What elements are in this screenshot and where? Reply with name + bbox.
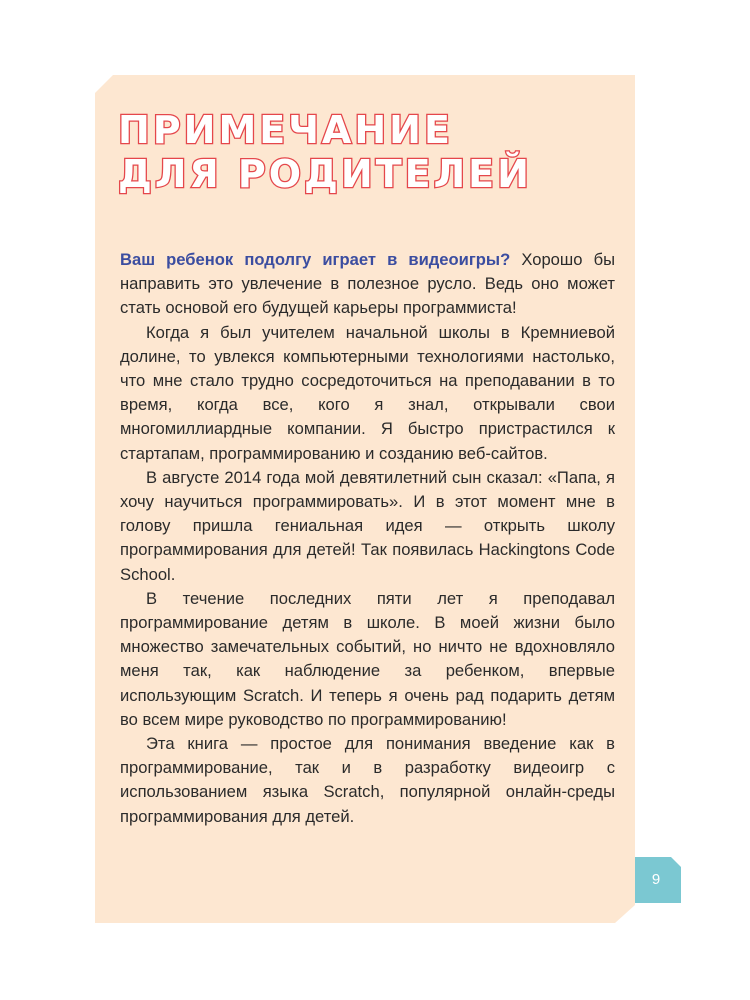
intro-paragraph (120, 248, 615, 321)
page-number: 9 (651, 871, 661, 888)
title-line-1: ПРИМЕЧАНИЕ (118, 108, 453, 152)
intro-rest: Хорошо бы направить это увлечение в полезное русло. Ведь оно может стать основой его будущей карьеры программиста! (120, 250, 615, 318)
body-text (120, 248, 615, 829)
intro-lead: Ваш ребенок подолгу играет в видеоигры? (120, 250, 511, 269)
paragraph: В августе 2014 года мой девятилетний сын сказал: «Папа, я хочу научиться программировать». И в этот момент мне в голову пришла гениальная идея — открыть школу программирования для детей! Так появилась Hackingtons Code School. (120, 467, 615, 584)
panel-bottom-edge (95, 905, 345, 923)
paragraph: Когда я был учителем начальной школы в Кремниевой долине, то увлекся компьютерными технологиями настолько, что мне стало трудно сосредоточиться на преподавании в то время, когда все, кого я знал, открывали свои многомиллиардные компании. Я быстро пристрастился к стартапам, программированию и созданию веб-сайтов. (120, 322, 615, 463)
paragraph: В течение последних пяти лет я преподавал программирование детям в школе. В моей жизни было множество замечательных событий, но ничто не вдохновляло меня так, как наблюдение за ребенком, впервые использующим Scratch. И теперь я очень рад подарить детям во всем мире руководство по программированию! (120, 588, 615, 729)
paragraph: Эта книга — простое для понимания введение как в программирование, так и в разработку видеоигр с использованием языка Scratch, популярной онлайн-среды программирования для детей. (120, 734, 615, 826)
page-title (118, 108, 532, 196)
title-line-2: ДЛЯ РОДИТЕЛЕЙ (118, 152, 532, 196)
